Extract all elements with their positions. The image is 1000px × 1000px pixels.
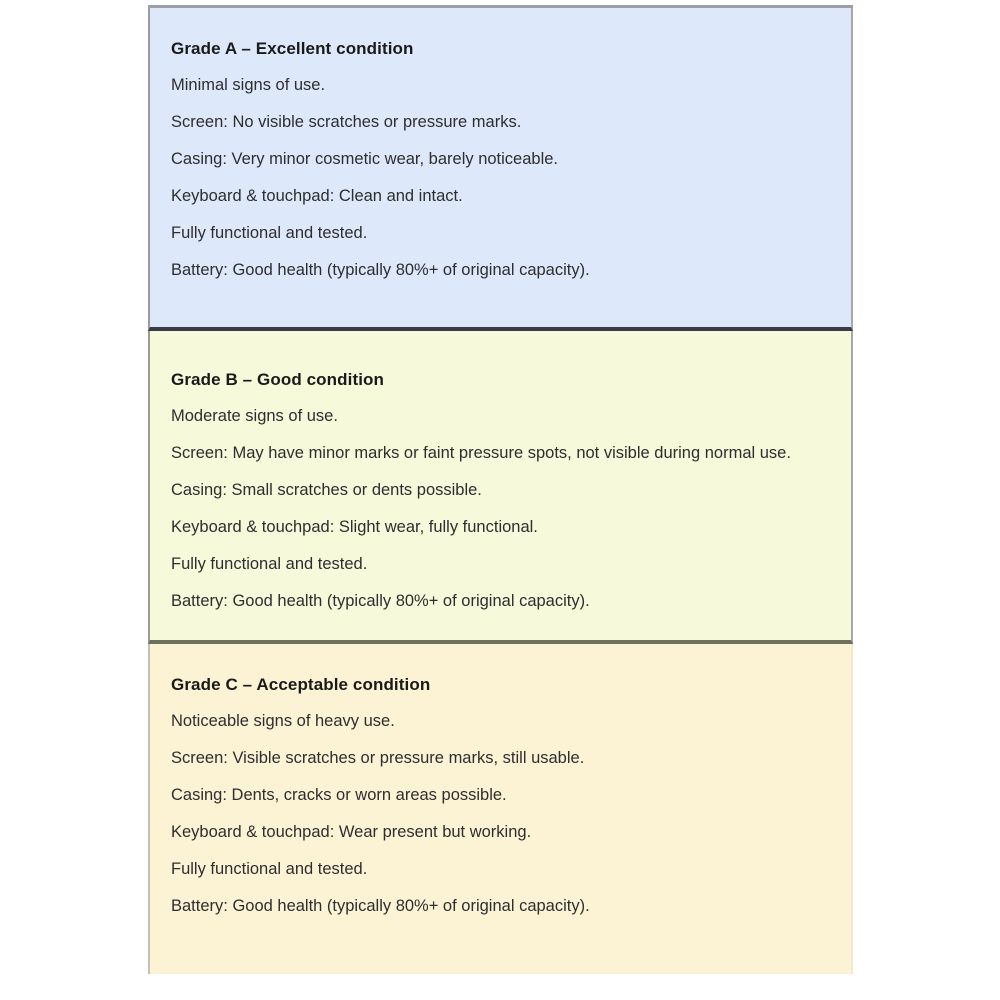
grade-a-casing: Casing: Very minor cosmetic wear, barely noticeable. — [171, 150, 559, 168]
grade-a-keyboard: Keyboard & touchpad: Clean and intact. — [171, 187, 463, 205]
grade-c-casing: Casing: Dents, cracks or worn areas possible. — [171, 786, 507, 804]
grade-b-card — [148, 331, 853, 644]
grade-b-screen: Screen: May have minor marks or faint pressure spots, not visible during normal use. — [171, 444, 791, 462]
grade-c-card — [148, 644, 853, 974]
grade-c-heading: Grade C – Acceptable condition — [171, 675, 431, 694]
grade-a-functional: Fully functional and tested. — [171, 224, 368, 242]
grade-b-battery: Battery: Good health (typically 80%+ of original capacity). — [171, 592, 590, 610]
grade-a-card — [148, 8, 853, 331]
grade-b-functional: Fully functional and tested. — [171, 555, 368, 573]
grade-c-screen: Screen: Visible scratches or pressure marks, still usable. — [171, 749, 585, 767]
grade-a-heading: Grade A – Excellent condition — [171, 39, 414, 58]
grade-c-keyboard: Keyboard & touchpad: Wear present but working. — [171, 823, 532, 841]
grade-c-functional: Fully functional and tested. — [171, 860, 368, 878]
grade-a-summary: Minimal signs of use. — [171, 76, 326, 94]
grade-c-summary: Noticeable signs of heavy use. — [171, 712, 395, 730]
grade-c-battery: Battery: Good health (typically 80%+ of original capacity). — [171, 897, 590, 915]
grade-b-casing: Casing: Small scratches or dents possible. — [171, 481, 482, 499]
grade-b-summary: Moderate signs of use. — [171, 407, 338, 425]
grade-b-heading: Grade B – Good condition — [171, 370, 385, 389]
grading-document — [148, 5, 853, 974]
grade-b-keyboard: Keyboard & touchpad: Slight wear, fully functional. — [171, 518, 538, 536]
grade-a-battery: Battery: Good health (typically 80%+ of original capacity). — [171, 261, 590, 279]
grade-a-screen: Screen: No visible scratches or pressure marks. — [171, 113, 522, 131]
